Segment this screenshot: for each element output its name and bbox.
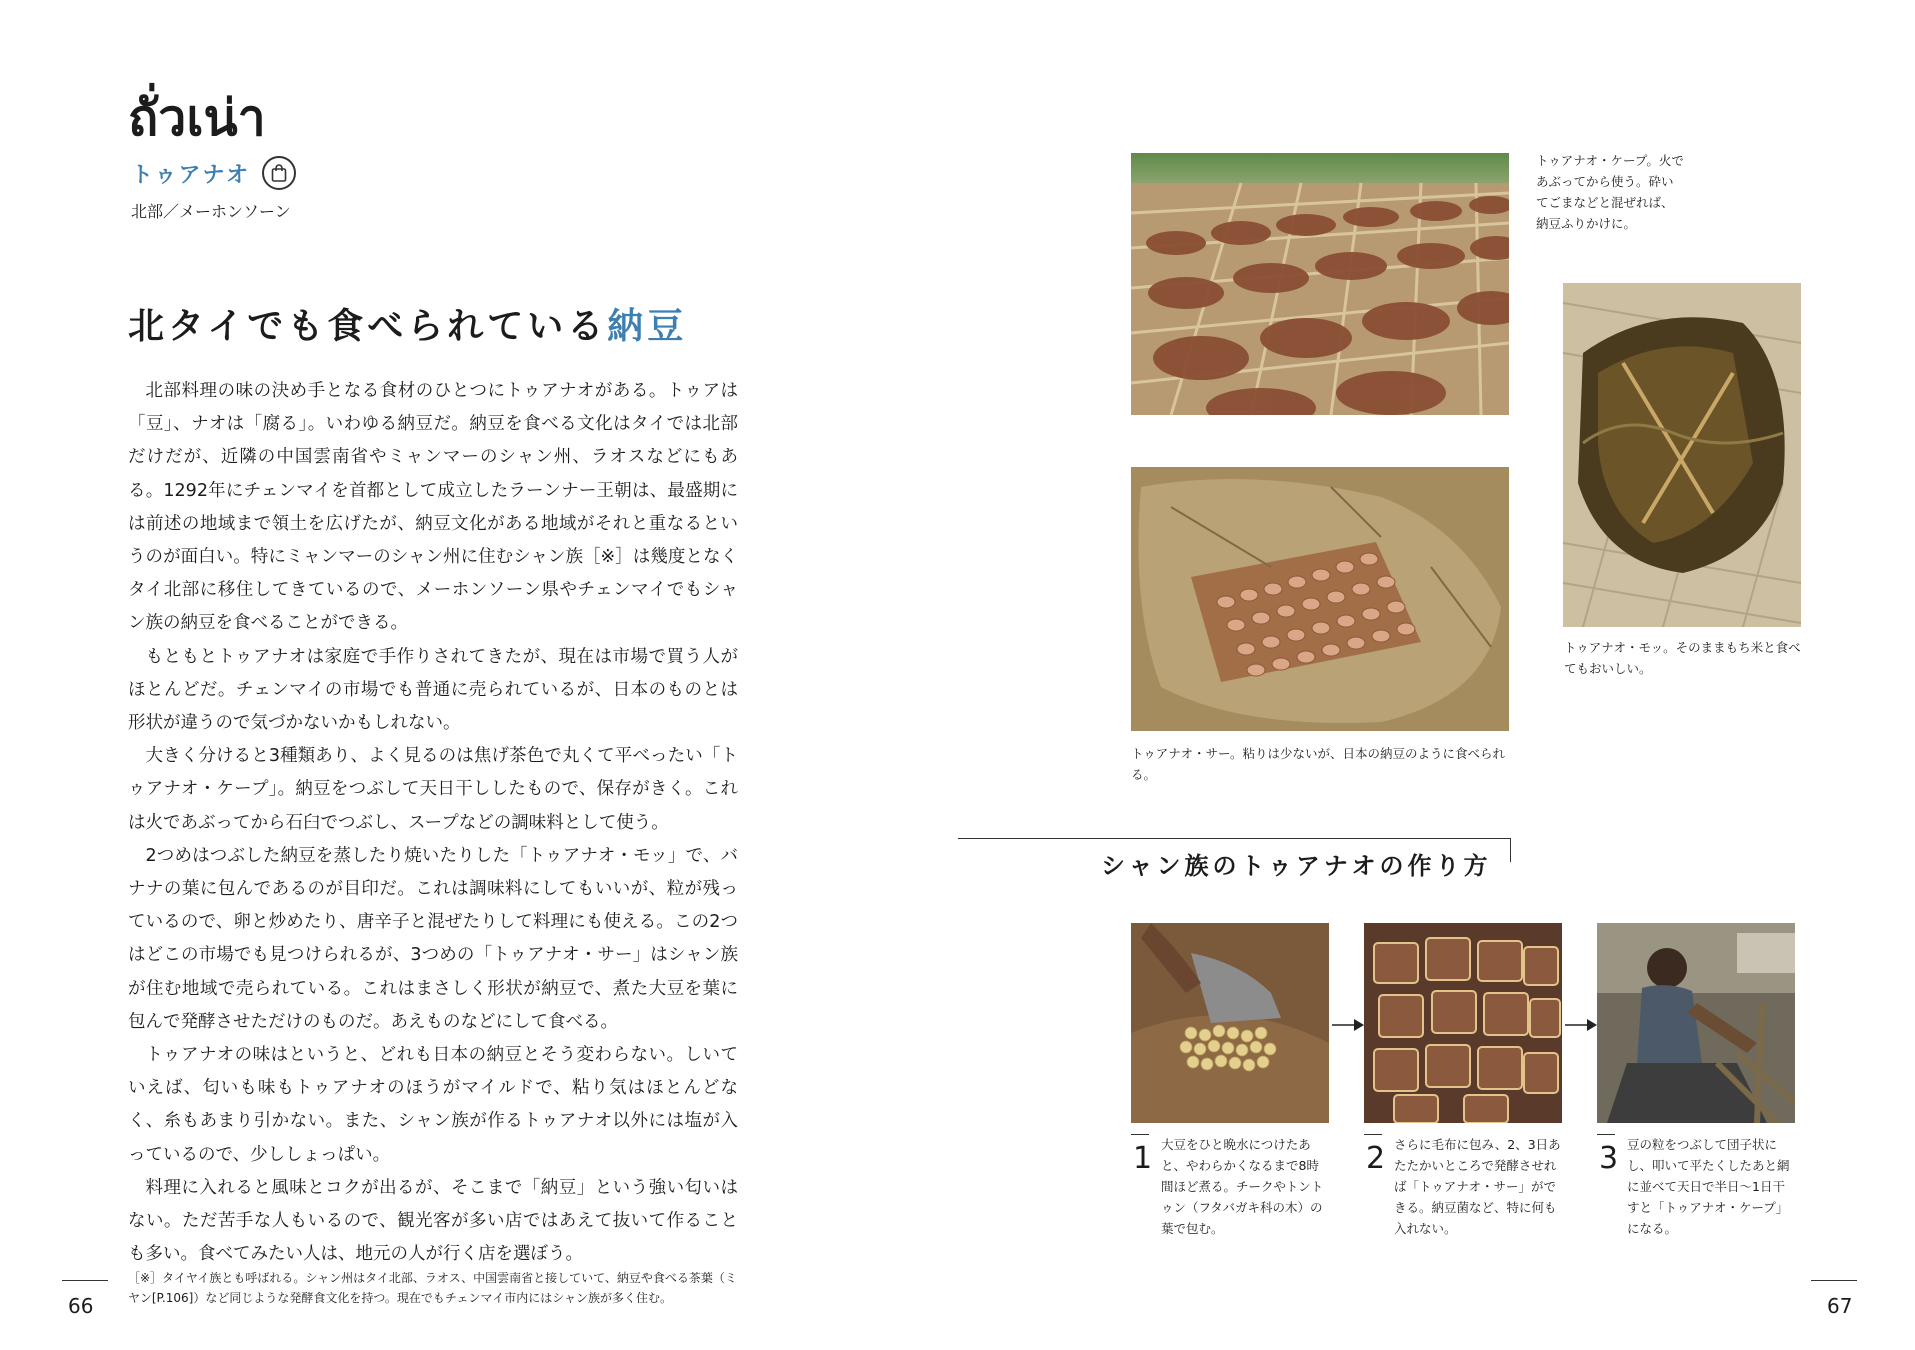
step-number: 1: [1133, 1141, 1153, 1176]
paragraph: もともとトゥアナオは家庭で手作りされてきたが、現在は市場で買う人がほとんどだ。チェンマイの市場でも普通に売られているが、日本のものとは形状が違うので気づかないかもしれない。: [128, 646, 738, 734]
headline: [128, 298, 687, 349]
paragraph: 2つめはつぶした納豆を蒸したり焼いたりした「トゥアナオ・モッ」で、バナナの葉に包んであるのが目印だ。これは調味料にしてもいいが、粒が残っているので、卵と炒めたり、唐辛子と混ぜたりして料理にも使える。この2つはどこの市場でも見つけられるが、3つめの「トゥアナオ・サー」はシャン族が住む地域で売られている。これはまさしく形状が納豆で、煮た大豆を葉に包んで発酵させただけのものだ。あえものなどにして食べる。: [128, 845, 738, 1032]
section-rule: [958, 838, 1510, 839]
paragraph: トゥアナオの味はというと、どれも日本の納豆とそう変わらない。しいていえば、匂いも味もトゥアナオのほうがマイルドで、粘り気はほとんどなく、糸もあまり引かない。また、シャン族が作るトゥアナオ以外には塩が入っているので、少ししょっぱい。: [128, 1045, 738, 1165]
headline-accent: 納豆: [607, 306, 688, 347]
kana-title: [131, 156, 296, 190]
step-rule: [1597, 1134, 1615, 1135]
step-number: 2: [1366, 1141, 1386, 1176]
folio-rule: [62, 1280, 108, 1281]
step-number: 3: [1599, 1141, 1619, 1176]
arrow-right-icon: [1563, 1014, 1599, 1036]
thai-title: ถั่วเน่า: [128, 89, 266, 147]
step-text: 大豆をひと晩水につけたあと、やわらかくなるまで8時間ほど煮る。チークやトントゥン（フタバガキ科の木）の葉で包む。: [1161, 1137, 1324, 1236]
photo-tua-nao-sa: [1131, 467, 1509, 731]
step-text: 豆の粒をつぶして団子状にし、叩いて平たくしたあと網に並べて天日で半日〜1日干すと「トゥアナオ・ケープ」になる。: [1627, 1137, 1790, 1236]
paragraph: 北部料理の味の決め手となる食材のひとつにトゥアナオがある。トゥアは「豆」、ナオは「腐る」。いわゆる納豆だ。納豆を食べる文化はタイでは北部だけだが、近隣の中国雲南省やミャンマーのシャン州、ラオスなどにもある。1292年にチェンマイを首都として成立したラーンナー王朝は、最盛期には前述の地域まで領土を広げたが、納豆文化がある地域がそれと重なるというのが面白い。特にミャンマーのシャン州に住むシャン族［※］は幾度となくタイ北部に移住してきているので、メーホンソーン県やチェンマイでもシャン族の納豆を食べることができる。: [128, 381, 738, 634]
photo-tua-nao-mok: [1563, 283, 1801, 627]
paragraph: 料理に入れると風味とコクが出るが、そこまで「納豆」という強い匂いはない。ただ苦手な人もいるので、観光客が多い店ではあえて抜いて作ることも多い。食べてみたい人は、地元の人が行く店を選ぼう。: [128, 1177, 738, 1265]
shopping-bag-icon: [262, 156, 296, 190]
photo-step-3: [1597, 923, 1795, 1123]
folio-rule: [1811, 1280, 1857, 1281]
kana-title-text: トゥアナオ: [131, 162, 251, 188]
headline-main: 北タイでも食べられている: [128, 306, 608, 347]
photo-step-1: [1131, 923, 1329, 1123]
step-text: さらに毛布に包み、2、3日あたたかいところで発酵させれば「トゥアナオ・サー」ができる。納豆菌など、特に何も入れない。: [1394, 1137, 1561, 1236]
paragraph: 大きく分けると3種類あり、よく見るのは焦げ茶色で丸くて平べったい「トゥアナオ・ケープ」。納豆をつぶして天日干ししたもので、保存がきく。これは火であぶってから石臼でつぶし、スープなどの調味料として使う。: [128, 746, 738, 833]
body-text: [128, 375, 738, 1271]
page-number-right: 67: [1827, 1294, 1853, 1318]
page-number-left: 66: [68, 1294, 94, 1318]
region-label: 北部／メーホンソーン: [131, 202, 291, 221]
right-page: [958, 0, 1915, 1350]
caption-tua-nao-sa: トゥアナオ・サー。粘りは少ないが、日本の納豆のように食べられる。: [1131, 746, 1505, 782]
step-rule: [1364, 1134, 1382, 1135]
photo-step-2: [1364, 923, 1562, 1123]
section-title: シャン族のトゥアナオの作り方: [1101, 852, 1492, 880]
caption-tua-nao-kaep: トゥアナオ・ケープ。火であぶってから使う。砕いてごまなどと混ぜれば、納豆ふりかけに。: [1536, 153, 1684, 231]
step-rule: [1131, 1134, 1149, 1135]
photo-tua-nao-kaep: [1131, 153, 1509, 415]
section-rule-tick: [1510, 838, 1511, 862]
footnote: ［※］タイヤイ族とも呼ばれる。シャン州はタイ北部、ラオス、中国雲南省と接していて、納豆や食べる茶葉（ミヤン[P.106]）など同じような発酵食文化を持つ。現在でもチェンマイ市内にはシャン族が多く住む。: [128, 1271, 737, 1305]
arrow-right-icon: [1330, 1014, 1366, 1036]
caption-tua-nao-mok: トゥアナオ・モッ。そのままもち米と食べてもおいしい。: [1564, 640, 1801, 676]
